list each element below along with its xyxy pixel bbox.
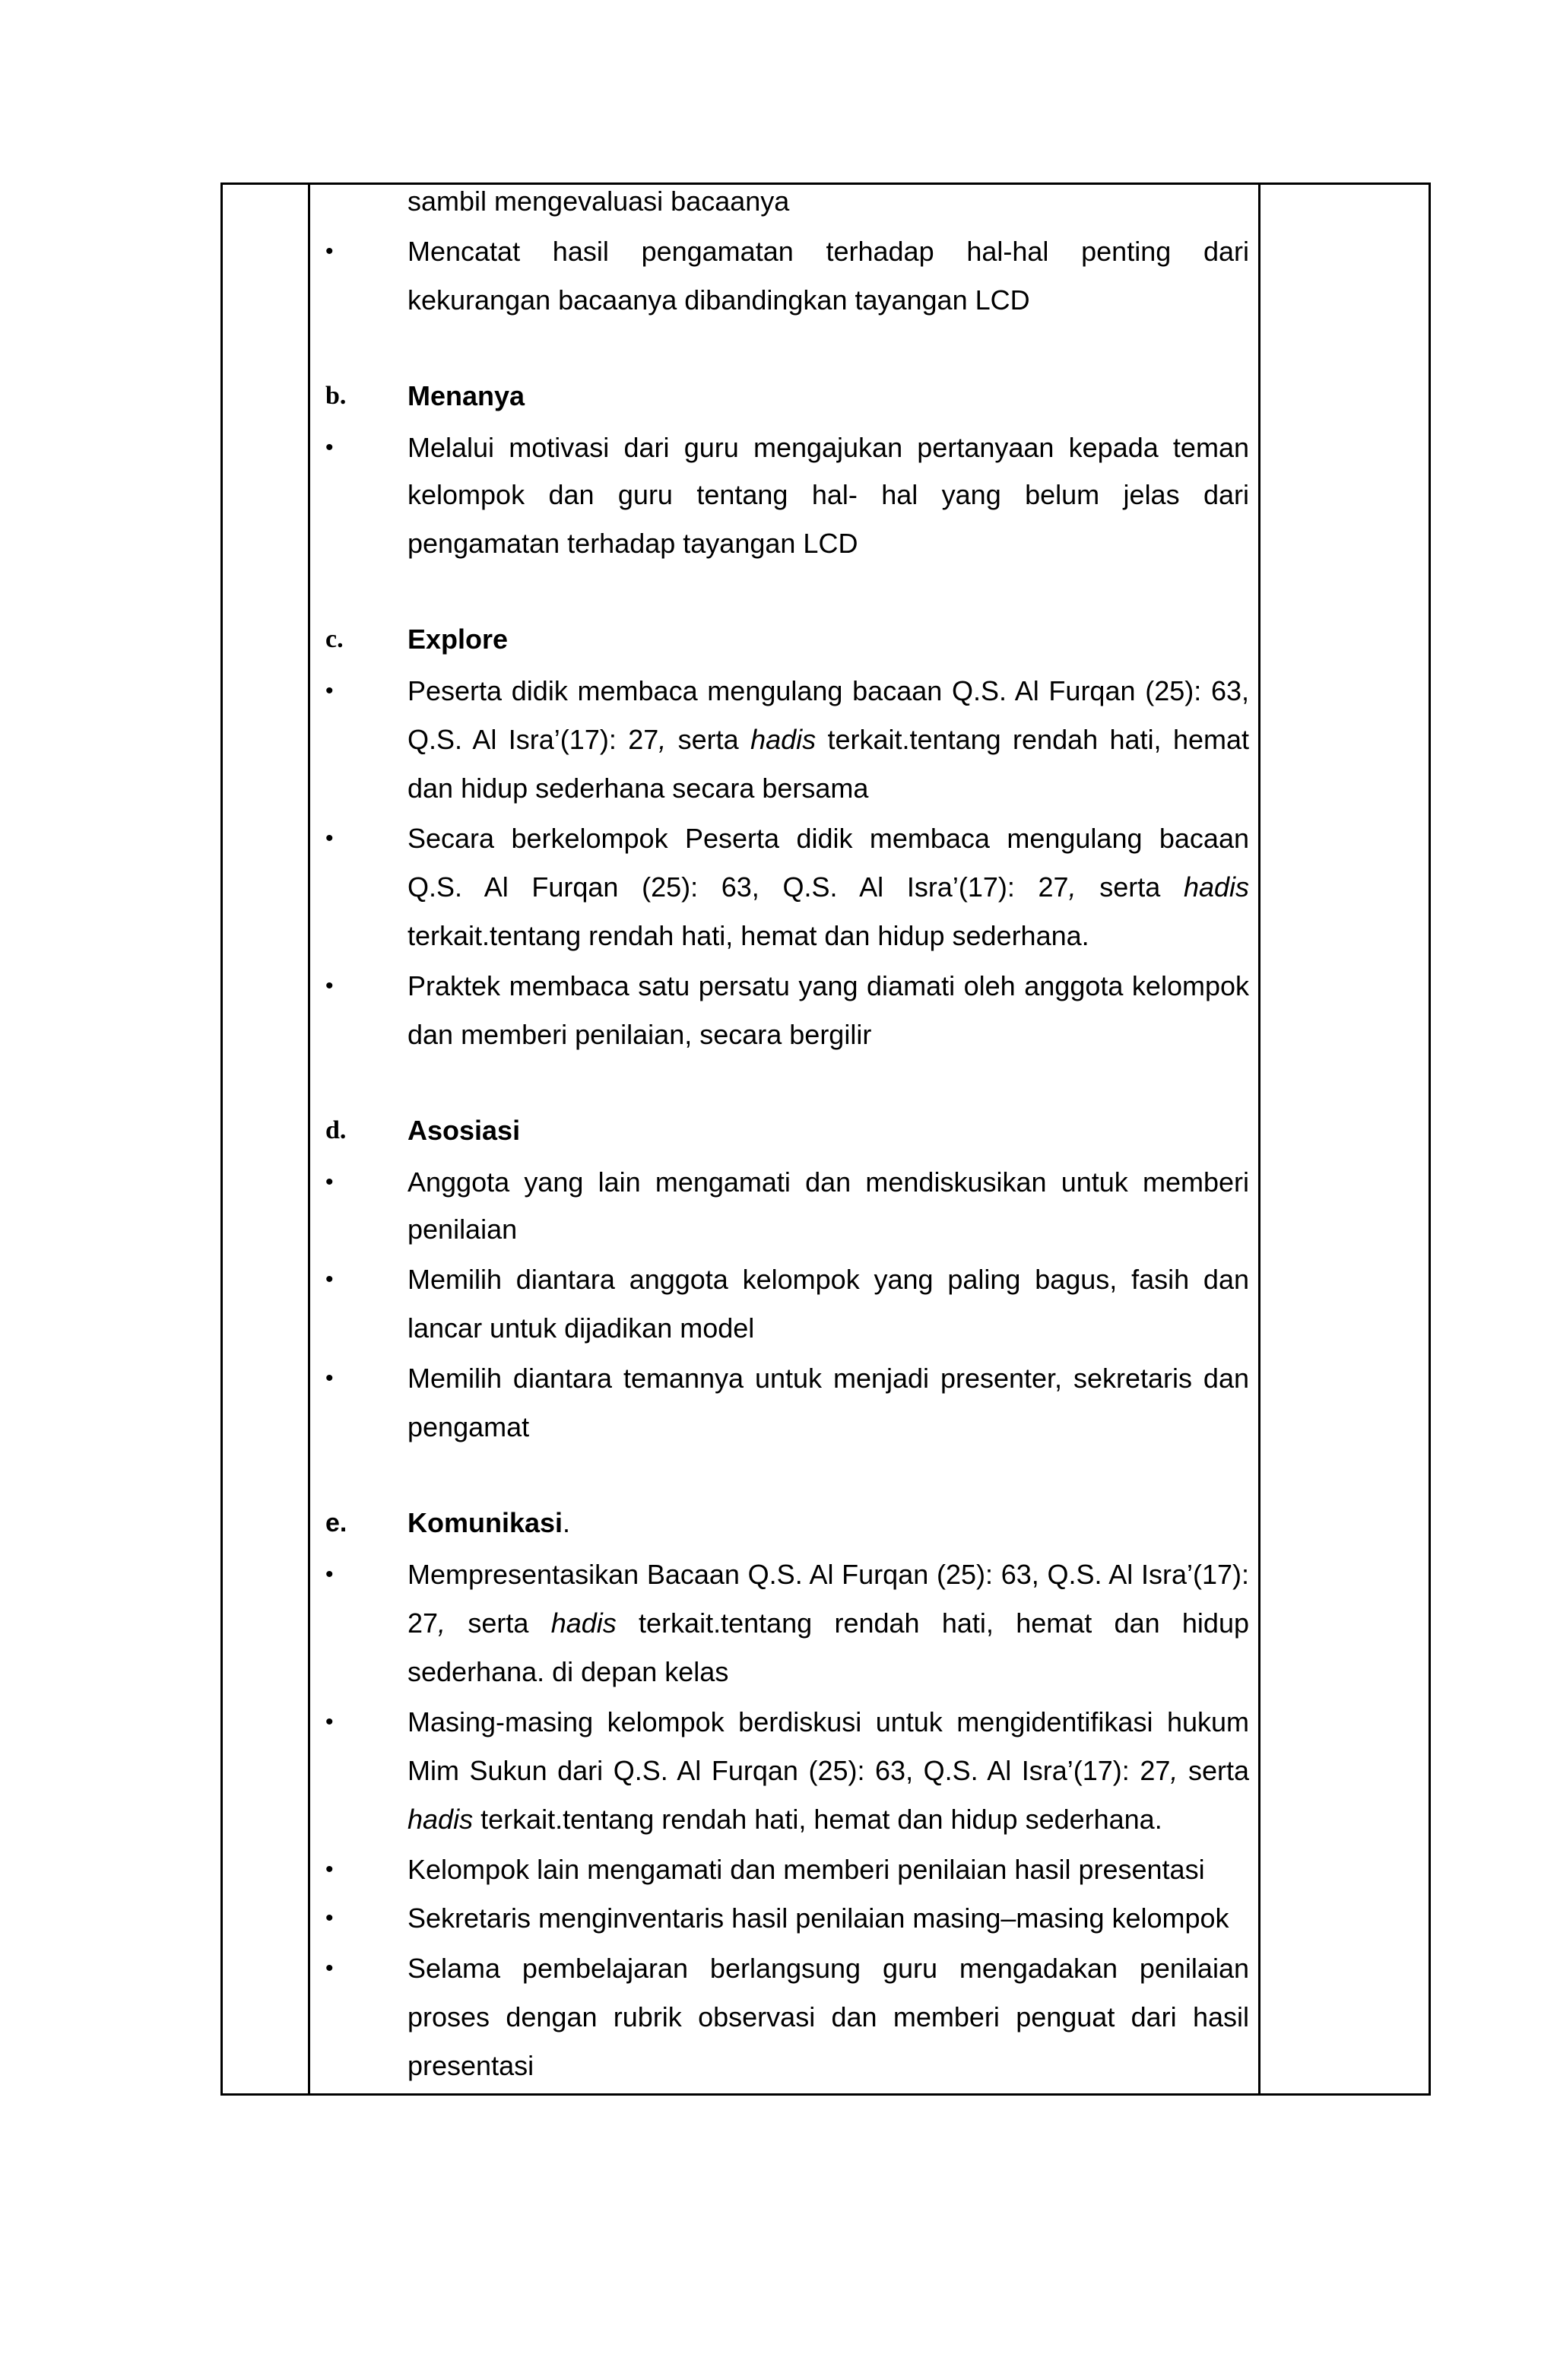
bullet-icon: • <box>325 1956 334 1981</box>
line-text: penilaian <box>407 1214 518 1245</box>
section-letter: b. <box>325 382 347 410</box>
line-text: hadis terkait.tentang rendah hati, hemat dan hidup sederhana. <box>407 1804 1162 1835</box>
line-text: Peserta didik membaca mengulang bacaan Q.S. Al Furqan (25): 63, <box>407 675 1249 706</box>
lesson-table <box>220 182 1431 2096</box>
bullet-icon: • <box>325 1857 334 1882</box>
line-text: presentasi <box>407 2050 534 2081</box>
line-text: terkait.tentang rendah hati, hemat dan hidup sederhana. <box>407 920 1089 951</box>
line-text: Secara berkelompok Peserta didik membaca mengulang bacaan <box>407 823 1249 854</box>
line-text: dan hidup sederhana secara bersama <box>407 773 869 804</box>
line-text: Memilih diantara temannya untuk menjadi presenter, sekretaris dan <box>407 1363 1249 1394</box>
bullet-icon: • <box>325 1709 334 1734</box>
line-text: Explore <box>407 624 509 655</box>
line-text: lancar untuk dijadikan model <box>407 1312 755 1344</box>
line-text: Mempresentasikan Bacaan Q.S. Al Furqan (25): 63, Q.S. Al Isra’(17): <box>407 1559 1249 1590</box>
line-text: kelompok dan guru tentang hal- hal yang belum jelas dari <box>407 479 1249 510</box>
column-divider-right <box>1258 185 1261 2093</box>
line-text: pengamatan terhadap tayangan LCD <box>407 528 858 559</box>
line-text: Mencatat hasil pengamatan terhadap hal-hal penting dari <box>407 236 1249 267</box>
line-text: pengamat <box>407 1411 530 1442</box>
line-text: Q.S. Al Furqan (25): 63, Q.S. Al Isra’(17): 27, serta hadis <box>407 871 1249 903</box>
line-text: Asosiasi <box>407 1115 521 1146</box>
line-text: Komunikasi. <box>407 1507 571 1538</box>
line-text: Selama pembelajaran berlangsung guru mengadakan penilaian <box>407 1953 1249 1984</box>
line-text: Sekretaris menginventaris hasil penilaian masing–masing kelompok <box>407 1902 1229 1934</box>
bullet-icon: • <box>325 239 334 264</box>
line-text: dan memberi penilaian, secara bergilir <box>407 1019 872 1050</box>
column-divider-left <box>308 185 310 2093</box>
line-text: Menanya <box>407 380 525 411</box>
line-text: Masing-masing kelompok berdiskusi untuk mengidentifikasi hukum <box>407 1706 1249 1737</box>
line-text: Praktek membaca satu persatu yang diamati oleh anggota kelompok <box>407 970 1249 1001</box>
section-letter: c. <box>325 625 344 653</box>
section-letter: e. <box>325 1509 347 1537</box>
line-text: Q.S. Al Isra’(17): 27, serta hadis terkait.tentang rendah hati, hemat <box>407 724 1249 755</box>
line-text: Melalui motivasi dari guru mengajukan pertanyaan kepada teman <box>407 432 1249 463</box>
bullet-icon: • <box>325 435 334 460</box>
bullet-icon: • <box>325 826 334 851</box>
line-text: Kelompok lain mengamati dan memberi penilaian hasil presentasi <box>407 1854 1205 1885</box>
bullet-icon: • <box>325 1562 334 1587</box>
bullet-icon: • <box>325 678 334 703</box>
line-text: 27, serta hadis terkait.tentang rendah hati, hemat dan hidup <box>407 1607 1249 1639</box>
bullet-icon: • <box>325 1267 334 1292</box>
line-text: proses dengan rubrik observasi dan memberi penguat dari hasil <box>407 2001 1249 2033</box>
line-text: Anggota yang lain mengamati dan mendiskusikan untuk memberi <box>407 1166 1249 1198</box>
line-text: kekurangan bacaanya dibandingkan tayangan LCD <box>407 284 1030 316</box>
section-letter: d. <box>325 1116 347 1144</box>
bullet-icon: • <box>325 1366 334 1391</box>
line-text: sambil mengevaluasi bacaanya <box>407 186 790 217</box>
line-text: Memilih diantara anggota kelompok yang paling bagus, fasih dan <box>407 1264 1249 1295</box>
bullet-icon: • <box>325 973 334 998</box>
bullet-icon: • <box>325 1169 334 1195</box>
bullet-icon: • <box>325 1906 334 1931</box>
line-text: Mim Sukun dari Q.S. Al Furqan (25): 63, Q.S. Al Isra’(17): 27, serta <box>407 1755 1249 1786</box>
line-text: sederhana. di depan kelas <box>407 1656 729 1687</box>
